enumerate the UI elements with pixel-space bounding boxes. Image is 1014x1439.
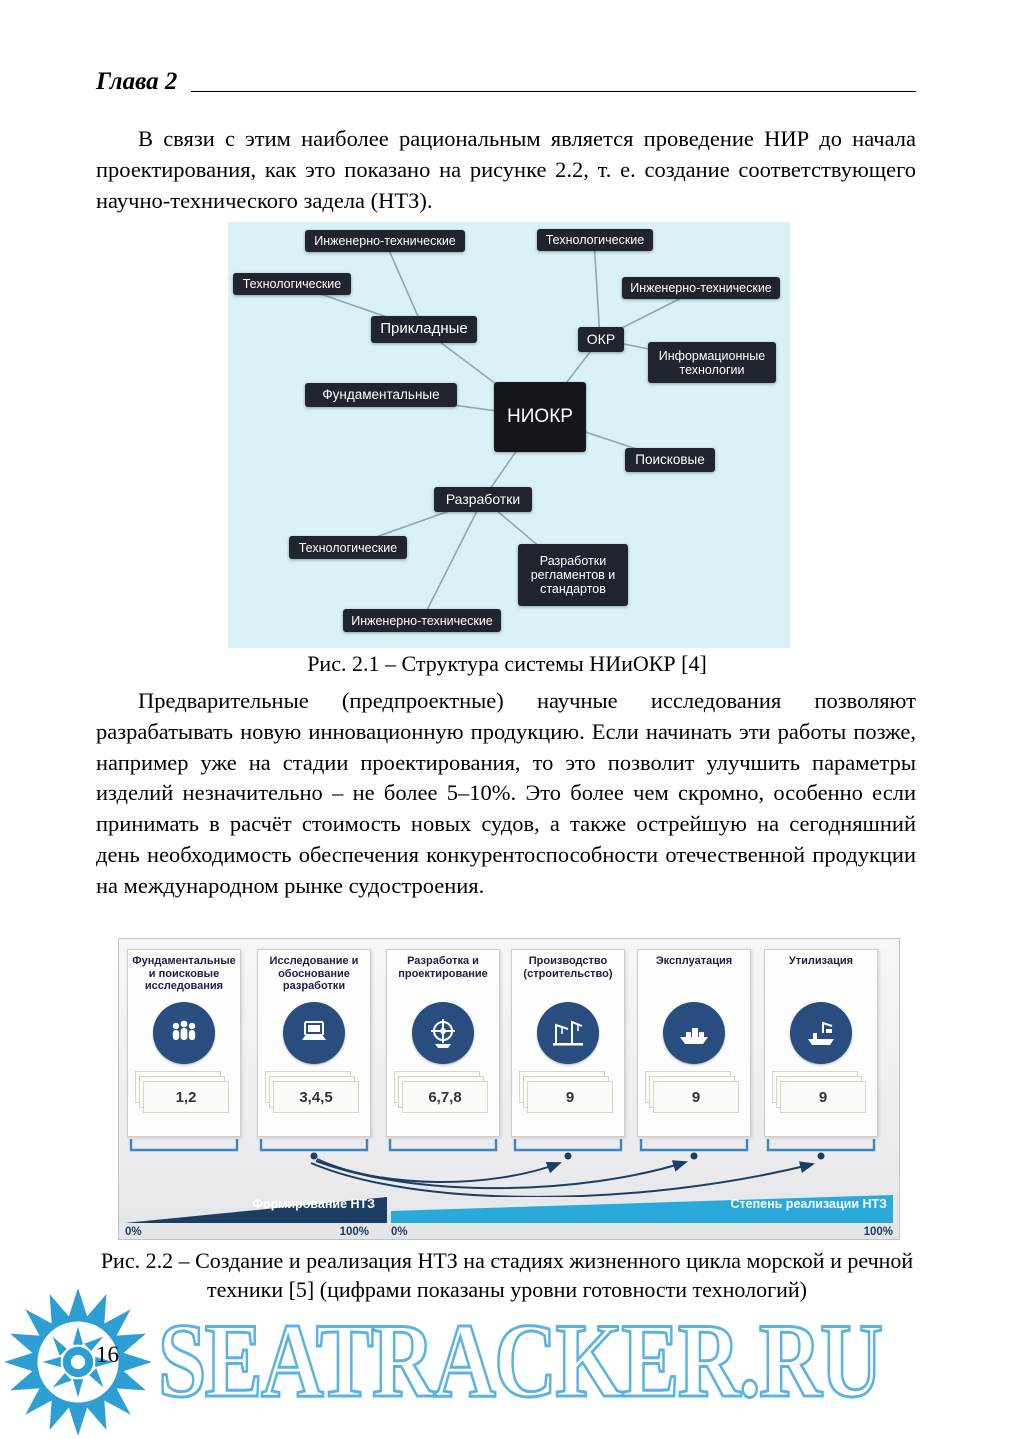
stage-title: Исследование и обоснование разработки [269, 955, 359, 993]
chapter-title: Глава 2 [96, 68, 178, 95]
readiness-levels: 9 [653, 1081, 739, 1113]
ship-wheel-icon [412, 1002, 474, 1064]
header-rule [191, 91, 916, 92]
readiness-levels: 9 [780, 1081, 866, 1113]
ship-icon [663, 1002, 725, 1064]
scrapping-icon [790, 1002, 852, 1064]
readiness-levels: 9 [527, 1081, 613, 1113]
shipyard-cranes-icon [537, 1002, 599, 1064]
node-fundamental: Фундаментальные [305, 383, 457, 407]
node-niokr-center: НИОКР [494, 382, 586, 452]
stage-card-development-design [386, 949, 500, 1137]
laptop-icon [283, 1002, 345, 1064]
stage-title: Разработка и проектирование [398, 955, 488, 980]
ntz-wedges [119, 1191, 901, 1237]
figure-2-1-mindmap [228, 222, 790, 648]
node-engineering-technical-right: Инженерно-технические [622, 277, 780, 299]
readiness-papers [258, 1070, 370, 1126]
readiness-papers [387, 1070, 499, 1126]
node-okr: ОКР [578, 327, 624, 352]
realization-start-pct: 0% [391, 1226, 408, 1237]
people-icon [153, 1002, 215, 1064]
node-technological-bottom: Технологические [289, 536, 407, 559]
readiness-papers [512, 1070, 624, 1126]
node-applied: Прикладные [371, 316, 477, 343]
readiness-papers [765, 1070, 877, 1126]
formation-end-pct: 100% [339, 1226, 369, 1237]
formation-start-pct: 0% [125, 1226, 142, 1237]
stage-card-disposal [764, 949, 878, 1137]
node-engineering-technical-bottom: Инженерно-технические [343, 609, 501, 632]
paragraph-main: Предварительные (предпроектные) научные исследования позволяют разрабатывать новую инновационную продукцию. Если начинать эти работы позже, например уже на стадии проектирования, то это позволит улучшить параметры изделий незначительно – не более 5–10%. Это более чем скромно, особенно если принимать в расчёт стоимость новых судов, а также острейшую на сегодняшний день необходимость обеспечения конкурентоспособности отечественной продукции на международном рынке судостроения. [96, 688, 916, 898]
node-regulations-standards: Разработки регламентов и стандартов [518, 544, 628, 606]
readiness-levels: 6,7,8 [402, 1081, 488, 1113]
node-exploratory: Поисковые [625, 448, 715, 472]
realization-label: Степень реализации НТЗ [730, 1197, 887, 1211]
readiness-levels: 3,4,5 [273, 1081, 359, 1113]
stage-title: Фундаментальные и поисковые исследования [132, 955, 236, 993]
chapter-header [96, 68, 916, 96]
watermark: SEATRACKER.RU [158, 1302, 882, 1419]
sun-logo-icon [2, 1286, 154, 1438]
node-engineering-technical-top: Инженерно-технические [305, 230, 465, 252]
flow-arrows [119, 1137, 901, 1197]
figure-2-2-caption: Рис. 2.2 – Создание и реализация НТЗ на стадиях жизненного цикла морской и речной техники [5] (цифрами показаны уровни готовности технологий) [100, 1248, 914, 1302]
readiness-papers [128, 1070, 240, 1126]
figure-2-2-lifecycle [118, 938, 900, 1240]
node-developments: Разработки [434, 487, 532, 512]
stage-card-fundamental-research [127, 949, 241, 1137]
node-technological-left: Технологические [233, 273, 351, 295]
paragraph-intro: В связи с этим наиболее рациональным является проведение НИР до начала проектирования, как это показано на рисунке 2.2, т. е. создание соответствующего научно-технического задела (НТЗ). [96, 126, 916, 213]
formation-label: Формирование НТЗ [252, 1197, 375, 1211]
stage-card-production [511, 949, 625, 1137]
stage-title: Эксплуатация [655, 955, 733, 967]
node-technological-top: Технологические [537, 229, 653, 251]
readiness-papers [638, 1070, 750, 1126]
stage-title: Утилизация [788, 955, 854, 967]
stage-card-research-justification [257, 949, 371, 1137]
stage-title: Производство (строительство) [523, 955, 613, 980]
stage-card-operation [637, 949, 751, 1137]
readiness-levels: 1,2 [143, 1081, 229, 1113]
node-information-technologies: Информационные технологии [648, 342, 776, 383]
figure-2-1-caption: Рис. 2.1 – Структура системы НИиОКР [4] [307, 651, 707, 676]
realization-end-pct: 100% [863, 1226, 893, 1237]
page-number: 16 [96, 1342, 119, 1367]
